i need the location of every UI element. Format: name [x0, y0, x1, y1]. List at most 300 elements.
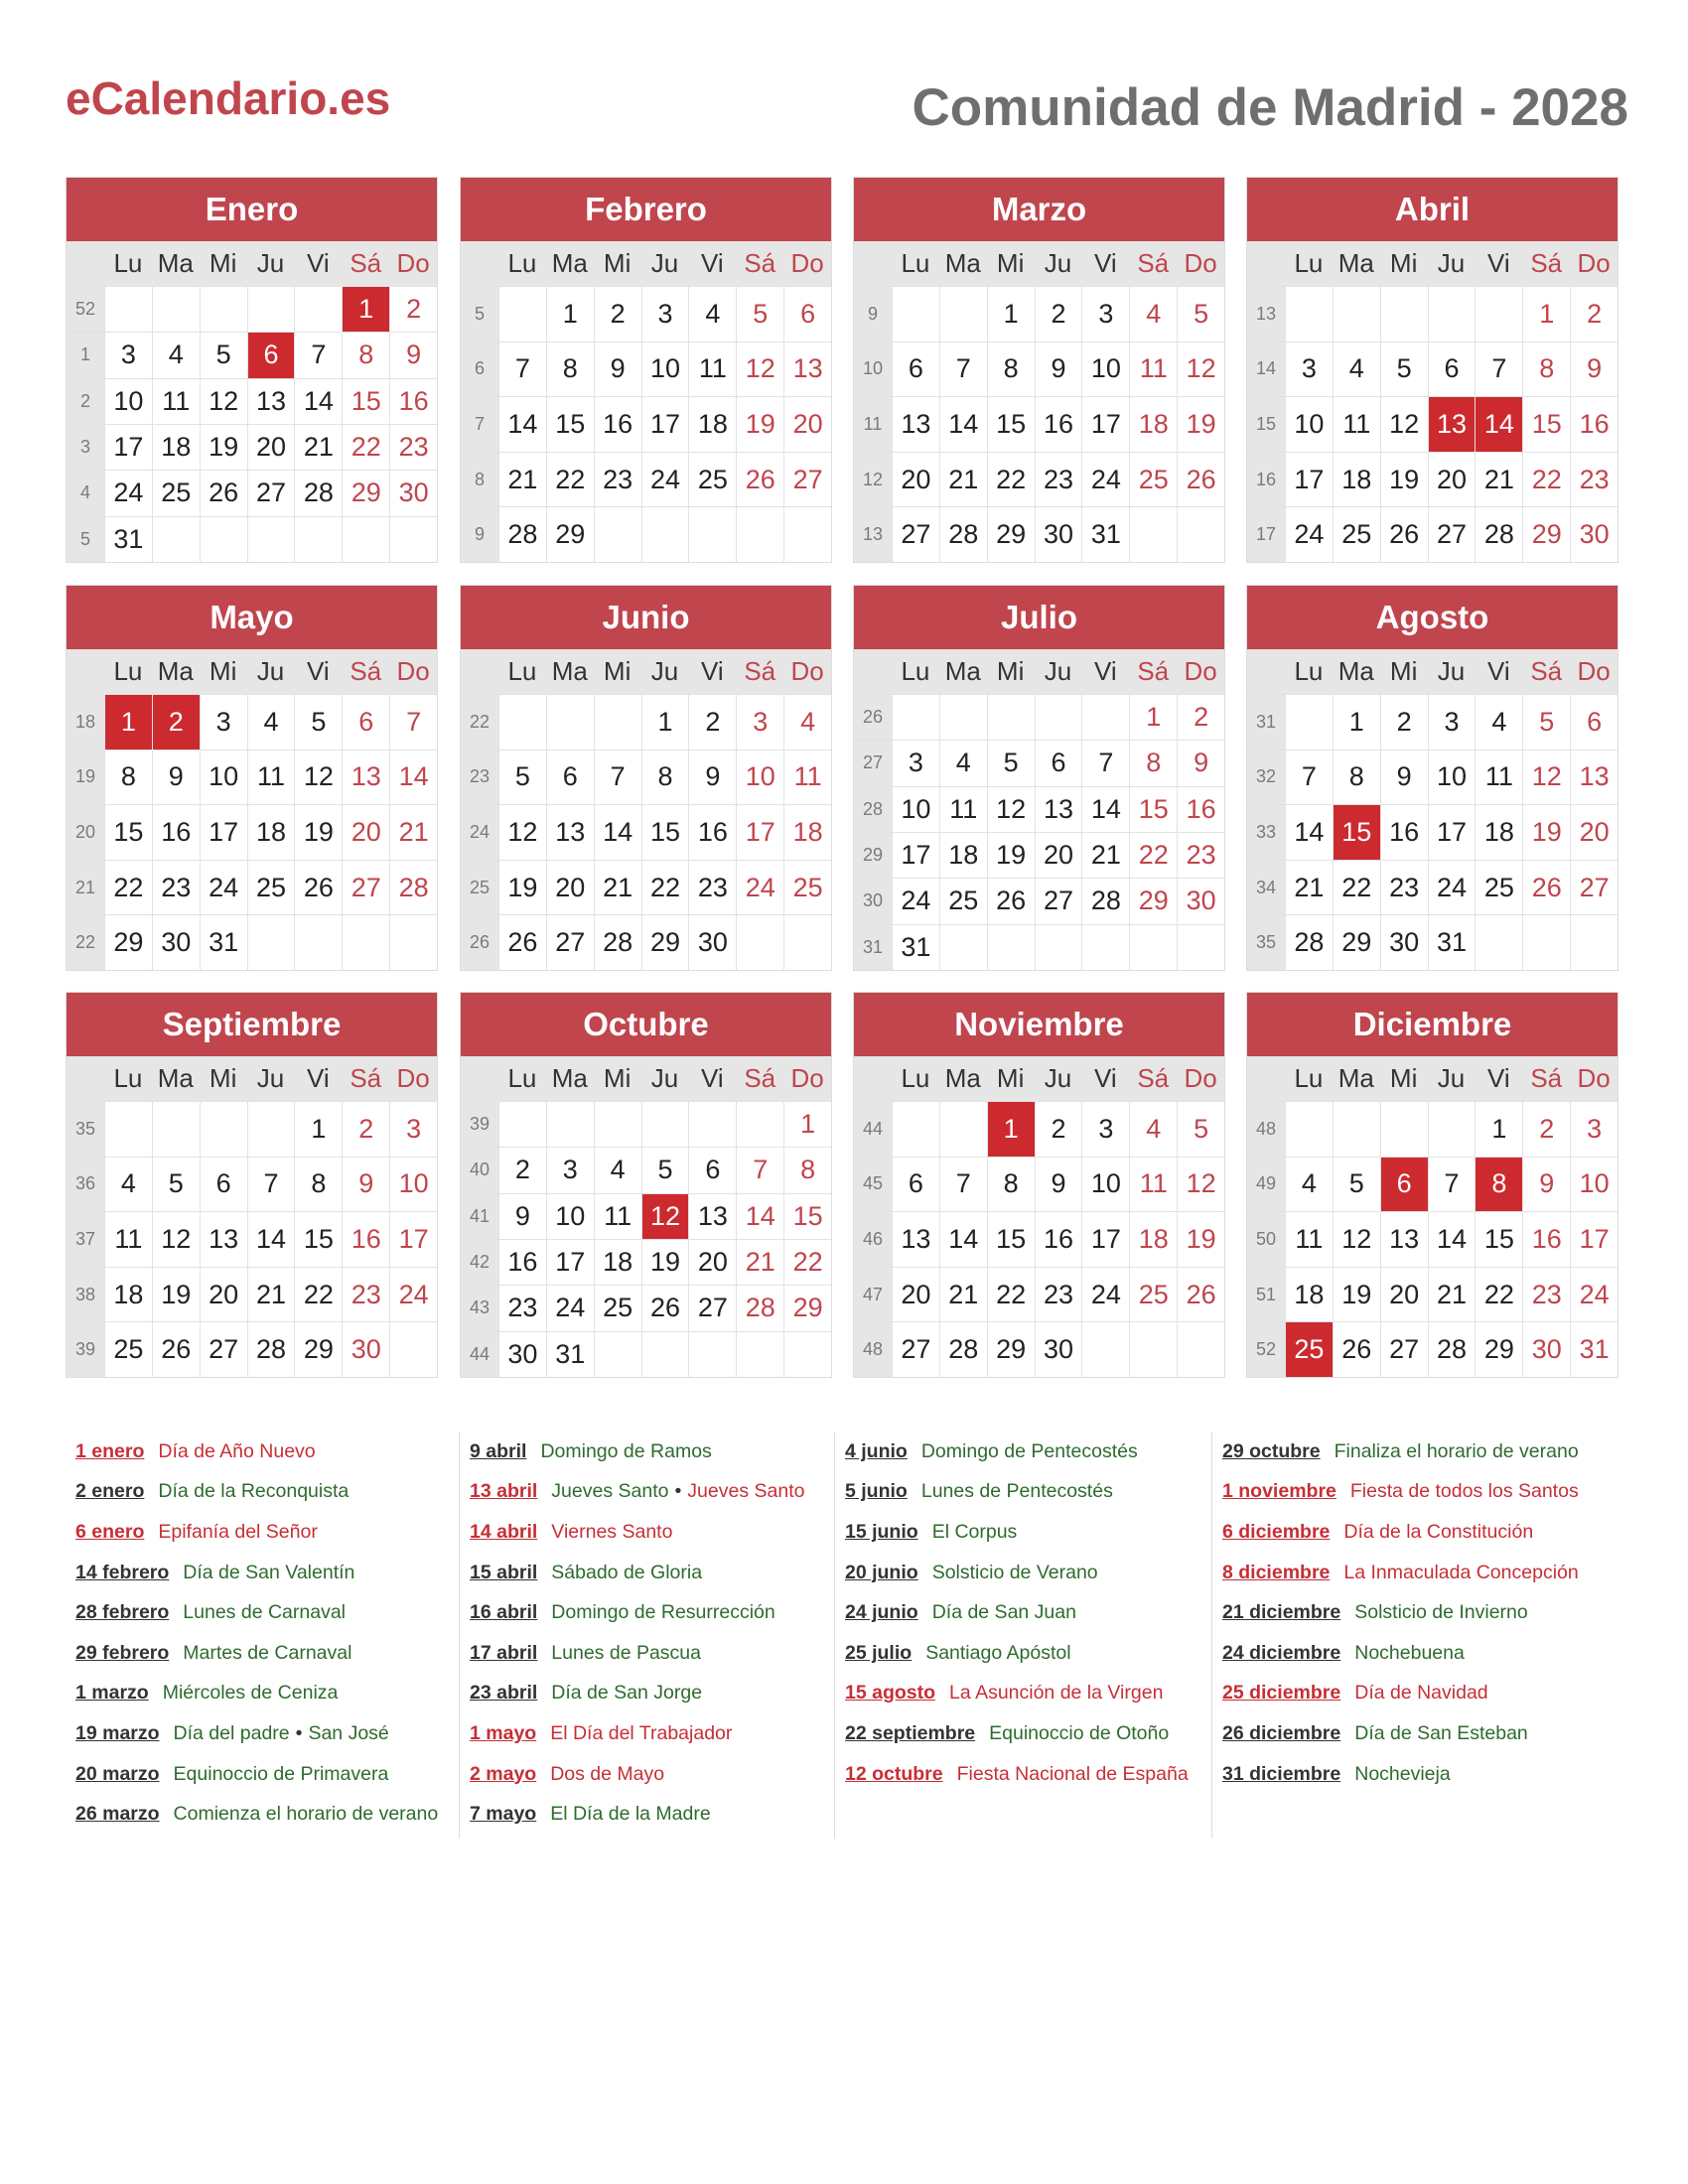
day-cell[interactable]: 30 [1035, 1322, 1082, 1377]
day-cell[interactable]: 7 [1081, 741, 1129, 785]
day-cell[interactable]: 2 [1035, 1102, 1082, 1157]
day-cell[interactable]: 23 [1035, 453, 1082, 507]
day-cell[interactable]: 23 [1035, 1268, 1082, 1322]
day-cell[interactable]: 6 [546, 751, 594, 805]
day-cell[interactable]: 11 [783, 751, 831, 805]
day-cell[interactable]: 8 [342, 333, 389, 377]
day-cell[interactable]: 21 [1081, 833, 1129, 878]
day-cell[interactable]: 26 [200, 471, 247, 515]
day-cell[interactable]: 12 [1333, 1212, 1380, 1267]
day-cell[interactable]: 28 [1428, 1322, 1476, 1377]
day-cell[interactable]: 23 [1522, 1268, 1570, 1322]
day-cell[interactable]: 31 [892, 925, 939, 970]
legend-date[interactable]: 12 octubre [845, 1762, 943, 1785]
day-cell[interactable]: 22 [1522, 453, 1570, 507]
day-cell[interactable]: 29 [783, 1286, 831, 1330]
day-cell[interactable]: 21 [389, 805, 437, 860]
day-cell[interactable]: 12 [1177, 342, 1224, 397]
legend-date[interactable]: 14 abril [470, 1520, 538, 1543]
day-cell[interactable]: 5 [987, 741, 1035, 785]
day-cell[interactable]: 22 [641, 861, 689, 915]
day-cell[interactable]: 5 [1522, 695, 1570, 750]
day-cell[interactable]: 6 [1035, 741, 1082, 785]
day-cell[interactable]: 18 [1129, 397, 1177, 452]
day-cell[interactable]: 13 [1428, 397, 1476, 452]
day-cell[interactable]: 20 [1570, 805, 1618, 860]
legend-date[interactable]: 24 diciembre [1222, 1641, 1341, 1664]
day-cell[interactable]: 19 [498, 861, 546, 915]
day-cell[interactable]: 18 [688, 397, 736, 452]
day-cell[interactable]: 18 [1285, 1268, 1333, 1322]
day-cell[interactable]: 27 [247, 471, 295, 515]
day-cell[interactable]: 4 [1129, 287, 1177, 341]
day-cell[interactable]: 9 [342, 1158, 389, 1212]
day-cell[interactable]: 9 [1177, 741, 1224, 785]
day-cell[interactable]: 6 [342, 695, 389, 750]
day-cell[interactable]: 28 [1081, 879, 1129, 923]
day-cell[interactable]: 1 [987, 287, 1035, 341]
day-cell[interactable]: 18 [1333, 453, 1380, 507]
legend-date[interactable]: 5 junio [845, 1480, 908, 1503]
day-cell[interactable]: 28 [594, 915, 641, 970]
day-cell[interactable]: 23 [1380, 861, 1428, 915]
day-cell[interactable]: 29 [1475, 1322, 1522, 1377]
legend-date[interactable]: 25 diciembre [1222, 1682, 1341, 1705]
day-cell[interactable]: 4 [152, 333, 200, 377]
legend-date[interactable]: 7 mayo [470, 1803, 537, 1826]
day-cell[interactable]: 12 [200, 379, 247, 424]
day-cell[interactable]: 14 [736, 1194, 783, 1239]
day-cell[interactable]: 3 [389, 1102, 437, 1157]
day-cell[interactable]: 5 [641, 1148, 689, 1192]
day-cell[interactable]: 3 [104, 333, 152, 377]
day-cell[interactable]: 1 [987, 1102, 1035, 1157]
day-cell[interactable]: 31 [1081, 507, 1129, 562]
day-cell[interactable]: 24 [1081, 453, 1129, 507]
day-cell[interactable]: 10 [389, 1158, 437, 1212]
day-cell[interactable]: 10 [1081, 1158, 1129, 1212]
day-cell[interactable]: 18 [783, 805, 831, 860]
day-cell[interactable]: 11 [594, 1194, 641, 1239]
day-cell[interactable]: 22 [294, 1268, 342, 1322]
day-cell[interactable]: 18 [1129, 1212, 1177, 1267]
day-cell[interactable]: 17 [1081, 397, 1129, 452]
day-cell[interactable]: 2 [1522, 1102, 1570, 1157]
day-cell[interactable]: 25 [104, 1322, 152, 1377]
day-cell[interactable]: 9 [498, 1194, 546, 1239]
day-cell[interactable]: 18 [247, 805, 295, 860]
day-cell[interactable]: 25 [939, 879, 987, 923]
legend-date[interactable]: 16 abril [470, 1601, 538, 1624]
day-cell[interactable]: 19 [152, 1268, 200, 1322]
day-cell[interactable]: 14 [389, 751, 437, 805]
day-cell[interactable]: 20 [1380, 1268, 1428, 1322]
day-cell[interactable]: 7 [1475, 342, 1522, 397]
day-cell[interactable]: 20 [200, 1268, 247, 1322]
day-cell[interactable]: 24 [1428, 861, 1476, 915]
day-cell[interactable]: 31 [200, 915, 247, 970]
day-cell[interactable]: 15 [104, 805, 152, 860]
day-cell[interactable]: 22 [987, 453, 1035, 507]
day-cell[interactable]: 12 [498, 805, 546, 860]
day-cell[interactable]: 5 [498, 751, 546, 805]
day-cell[interactable]: 10 [1428, 751, 1476, 805]
day-cell[interactable]: 20 [247, 425, 295, 470]
day-cell[interactable]: 10 [1285, 397, 1333, 452]
day-cell[interactable]: 19 [1177, 1212, 1224, 1267]
day-cell[interactable]: 4 [1285, 1158, 1333, 1212]
day-cell[interactable]: 17 [1570, 1212, 1618, 1267]
legend-date[interactable]: 26 marzo [75, 1803, 160, 1826]
day-cell[interactable]: 17 [104, 425, 152, 470]
day-cell[interactable]: 17 [641, 397, 689, 452]
day-cell[interactable]: 29 [987, 507, 1035, 562]
day-cell[interactable]: 3 [736, 695, 783, 750]
day-cell[interactable]: 17 [1428, 805, 1476, 860]
day-cell[interactable]: 4 [594, 1148, 641, 1192]
legend-date[interactable]: 26 diciembre [1222, 1721, 1341, 1744]
day-cell[interactable]: 20 [783, 397, 831, 452]
day-cell[interactable]: 26 [1177, 453, 1224, 507]
day-cell[interactable]: 24 [104, 471, 152, 515]
day-cell[interactable]: 5 [152, 1158, 200, 1212]
day-cell[interactable]: 2 [1035, 287, 1082, 341]
day-cell[interactable]: 29 [1333, 915, 1380, 970]
day-cell[interactable]: 28 [247, 1322, 295, 1377]
legend-date[interactable]: 9 abril [470, 1439, 527, 1462]
day-cell[interactable]: 10 [104, 379, 152, 424]
legend-date[interactable]: 22 septiembre [845, 1721, 976, 1744]
day-cell[interactable]: 8 [783, 1148, 831, 1192]
day-cell[interactable]: 14 [498, 397, 546, 452]
day-cell[interactable]: 29 [641, 915, 689, 970]
day-cell[interactable]: 16 [342, 1212, 389, 1267]
day-cell[interactable]: 6 [892, 1158, 939, 1212]
day-cell[interactable]: 6 [688, 1148, 736, 1192]
day-cell[interactable]: 14 [294, 379, 342, 424]
day-cell[interactable]: 3 [1428, 695, 1476, 750]
day-cell[interactable]: 23 [1177, 833, 1224, 878]
day-cell[interactable]: 1 [1522, 287, 1570, 341]
day-cell[interactable]: 11 [1475, 751, 1522, 805]
day-cell[interactable]: 28 [294, 471, 342, 515]
day-cell[interactable]: 29 [104, 915, 152, 970]
day-cell[interactable]: 15 [546, 397, 594, 452]
day-cell[interactable]: 24 [1570, 1268, 1618, 1322]
day-cell[interactable]: 8 [1129, 741, 1177, 785]
day-cell[interactable]: 2 [1380, 695, 1428, 750]
day-cell[interactable]: 26 [987, 879, 1035, 923]
day-cell[interactable]: 1 [783, 1102, 831, 1147]
day-cell[interactable]: 2 [594, 287, 641, 341]
day-cell[interactable]: 7 [939, 342, 987, 397]
day-cell[interactable]: 9 [1035, 342, 1082, 397]
day-cell[interactable]: 30 [389, 471, 437, 515]
day-cell[interactable]: 22 [546, 453, 594, 507]
day-cell[interactable]: 22 [783, 1240, 831, 1285]
day-cell[interactable]: 14 [1285, 805, 1333, 860]
day-cell[interactable]: 30 [342, 1322, 389, 1377]
day-cell[interactable]: 4 [939, 741, 987, 785]
day-cell[interactable]: 18 [104, 1268, 152, 1322]
legend-date[interactable]: 17 abril [470, 1641, 538, 1664]
legend-date[interactable]: 29 octubre [1222, 1439, 1321, 1462]
legend-date[interactable]: 20 junio [845, 1561, 918, 1583]
day-cell[interactable]: 8 [1522, 342, 1570, 397]
day-cell[interactable]: 17 [200, 805, 247, 860]
day-cell[interactable]: 23 [342, 1268, 389, 1322]
day-cell[interactable]: 26 [1177, 1268, 1224, 1322]
day-cell[interactable]: 15 [1129, 787, 1177, 832]
legend-date[interactable]: 1 noviembre [1222, 1480, 1336, 1503]
day-cell[interactable]: 6 [1570, 695, 1618, 750]
day-cell[interactable]: 27 [1035, 879, 1082, 923]
day-cell[interactable]: 26 [1380, 507, 1428, 562]
day-cell[interactable]: 26 [1522, 861, 1570, 915]
legend-date[interactable]: 28 febrero [75, 1601, 170, 1624]
day-cell[interactable]: 24 [200, 861, 247, 915]
day-cell[interactable]: 10 [200, 751, 247, 805]
day-cell[interactable]: 6 [1428, 342, 1476, 397]
day-cell[interactable]: 1 [546, 287, 594, 341]
day-cell[interactable]: 27 [200, 1322, 247, 1377]
day-cell[interactable]: 12 [152, 1212, 200, 1267]
legend-date[interactable]: 15 agosto [845, 1682, 936, 1705]
day-cell[interactable]: 28 [389, 861, 437, 915]
day-cell[interactable]: 13 [688, 1194, 736, 1239]
day-cell[interactable]: 16 [1035, 397, 1082, 452]
day-cell[interactable]: 2 [688, 695, 736, 750]
day-cell[interactable]: 26 [498, 915, 546, 970]
day-cell[interactable]: 9 [1570, 342, 1618, 397]
day-cell[interactable]: 23 [594, 453, 641, 507]
legend-date[interactable]: 20 marzo [75, 1762, 160, 1785]
day-cell[interactable]: 4 [247, 695, 295, 750]
day-cell[interactable]: 19 [1380, 453, 1428, 507]
day-cell[interactable]: 23 [1570, 453, 1618, 507]
day-cell[interactable]: 17 [1285, 453, 1333, 507]
legend-date[interactable]: 4 junio [845, 1439, 908, 1462]
day-cell[interactable]: 8 [1333, 751, 1380, 805]
day-cell[interactable]: 26 [1333, 1322, 1380, 1377]
day-cell[interactable]: 25 [688, 453, 736, 507]
day-cell[interactable]: 11 [104, 1212, 152, 1267]
day-cell[interactable]: 6 [247, 333, 295, 377]
day-cell[interactable]: 2 [342, 1102, 389, 1157]
day-cell[interactable]: 21 [498, 453, 546, 507]
day-cell[interactable]: 16 [389, 379, 437, 424]
legend-date[interactable]: 6 diciembre [1222, 1520, 1331, 1543]
legend-date[interactable]: 1 enero [75, 1439, 145, 1462]
day-cell[interactable]: 19 [1333, 1268, 1380, 1322]
day-cell[interactable]: 12 [1380, 397, 1428, 452]
day-cell[interactable]: 16 [1570, 397, 1618, 452]
day-cell[interactable]: 31 [1428, 915, 1476, 970]
day-cell[interactable]: 25 [1285, 1322, 1333, 1377]
day-cell[interactable]: 16 [1035, 1212, 1082, 1267]
day-cell[interactable]: 21 [247, 1268, 295, 1322]
day-cell[interactable]: 21 [939, 1268, 987, 1322]
day-cell[interactable]: 10 [736, 751, 783, 805]
day-cell[interactable]: 2 [389, 287, 437, 332]
day-cell[interactable]: 11 [1285, 1212, 1333, 1267]
day-cell[interactable]: 12 [1522, 751, 1570, 805]
legend-date[interactable]: 14 febrero [75, 1561, 170, 1583]
day-cell[interactable]: 25 [1129, 453, 1177, 507]
day-cell[interactable]: 12 [294, 751, 342, 805]
day-cell[interactable]: 21 [594, 861, 641, 915]
day-cell[interactable]: 25 [1333, 507, 1380, 562]
legend-date[interactable]: 31 diciembre [1222, 1762, 1341, 1785]
day-cell[interactable]: 27 [1428, 507, 1476, 562]
day-cell[interactable]: 20 [688, 1240, 736, 1285]
day-cell[interactable]: 3 [1081, 1102, 1129, 1157]
day-cell[interactable]: 15 [987, 1212, 1035, 1267]
day-cell[interactable]: 28 [939, 507, 987, 562]
day-cell[interactable]: 10 [641, 342, 689, 397]
day-cell[interactable]: 14 [1428, 1212, 1476, 1267]
day-cell[interactable]: 19 [200, 425, 247, 470]
day-cell[interactable]: 2 [1177, 695, 1224, 740]
day-cell[interactable]: 15 [294, 1212, 342, 1267]
day-cell[interactable]: 5 [294, 695, 342, 750]
day-cell[interactable]: 9 [389, 333, 437, 377]
day-cell[interactable]: 9 [1380, 751, 1428, 805]
day-cell[interactable]: 6 [200, 1158, 247, 1212]
day-cell[interactable]: 27 [783, 453, 831, 507]
day-cell[interactable]: 20 [1428, 453, 1476, 507]
day-cell[interactable]: 25 [783, 861, 831, 915]
day-cell[interactable]: 24 [1081, 1268, 1129, 1322]
day-cell[interactable]: 21 [1285, 861, 1333, 915]
day-cell[interactable]: 30 [498, 1332, 546, 1377]
day-cell[interactable]: 5 [1177, 1102, 1224, 1157]
day-cell[interactable]: 15 [641, 805, 689, 860]
day-cell[interactable]: 25 [594, 1286, 641, 1330]
day-cell[interactable]: 16 [1380, 805, 1428, 860]
day-cell[interactable]: 24 [1285, 507, 1333, 562]
day-cell[interactable]: 4 [1129, 1102, 1177, 1157]
day-cell[interactable]: 3 [200, 695, 247, 750]
day-cell[interactable]: 18 [939, 833, 987, 878]
day-cell[interactable]: 11 [939, 787, 987, 832]
day-cell[interactable]: 2 [498, 1148, 546, 1192]
day-cell[interactable]: 7 [247, 1158, 295, 1212]
day-cell[interactable]: 13 [783, 342, 831, 397]
day-cell[interactable]: 31 [104, 517, 152, 562]
day-cell[interactable]: 29 [342, 471, 389, 515]
day-cell[interactable]: 30 [1380, 915, 1428, 970]
day-cell[interactable]: 13 [892, 1212, 939, 1267]
day-cell[interactable]: 9 [152, 751, 200, 805]
day-cell[interactable]: 22 [342, 425, 389, 470]
day-cell[interactable]: 7 [594, 751, 641, 805]
day-cell[interactable]: 22 [1475, 1268, 1522, 1322]
day-cell[interactable]: 24 [892, 879, 939, 923]
day-cell[interactable]: 8 [1475, 1158, 1522, 1212]
day-cell[interactable]: 16 [1522, 1212, 1570, 1267]
day-cell[interactable]: 25 [1475, 861, 1522, 915]
day-cell[interactable]: 11 [688, 342, 736, 397]
day-cell[interactable]: 23 [498, 1286, 546, 1330]
day-cell[interactable]: 21 [939, 453, 987, 507]
day-cell[interactable]: 9 [688, 751, 736, 805]
day-cell[interactable]: 13 [200, 1212, 247, 1267]
day-cell[interactable]: 11 [1333, 397, 1380, 452]
day-cell[interactable]: 27 [342, 861, 389, 915]
day-cell[interactable]: 19 [736, 397, 783, 452]
day-cell[interactable]: 11 [247, 751, 295, 805]
legend-date[interactable]: 1 marzo [75, 1682, 149, 1705]
day-cell[interactable]: 28 [1475, 507, 1522, 562]
day-cell[interactable]: 2 [152, 695, 200, 750]
day-cell[interactable]: 6 [1380, 1158, 1428, 1212]
day-cell[interactable]: 15 [1522, 397, 1570, 452]
day-cell[interactable]: 21 [1428, 1268, 1476, 1322]
day-cell[interactable]: 19 [641, 1240, 689, 1285]
day-cell[interactable]: 16 [498, 1240, 546, 1285]
day-cell[interactable]: 29 [987, 1322, 1035, 1377]
day-cell[interactable]: 1 [342, 287, 389, 332]
day-cell[interactable]: 1 [641, 695, 689, 750]
day-cell[interactable]: 25 [152, 471, 200, 515]
legend-date[interactable]: 21 diciembre [1222, 1601, 1341, 1624]
day-cell[interactable]: 22 [987, 1268, 1035, 1322]
day-cell[interactable]: 21 [294, 425, 342, 470]
day-cell[interactable]: 9 [1035, 1158, 1082, 1212]
day-cell[interactable]: 4 [783, 695, 831, 750]
day-cell[interactable]: 7 [389, 695, 437, 750]
day-cell[interactable]: 26 [736, 453, 783, 507]
day-cell[interactable]: 19 [987, 833, 1035, 878]
day-cell[interactable]: 25 [1129, 1268, 1177, 1322]
day-cell[interactable]: 11 [1129, 342, 1177, 397]
legend-date[interactable]: 8 diciembre [1222, 1561, 1331, 1583]
day-cell[interactable]: 21 [1475, 453, 1522, 507]
day-cell[interactable]: 5 [736, 287, 783, 341]
day-cell[interactable]: 4 [688, 287, 736, 341]
day-cell[interactable]: 19 [1177, 397, 1224, 452]
day-cell[interactable]: 9 [1522, 1158, 1570, 1212]
day-cell[interactable]: 27 [892, 1322, 939, 1377]
day-cell[interactable]: 12 [736, 342, 783, 397]
day-cell[interactable]: 11 [1129, 1158, 1177, 1212]
day-cell[interactable]: 15 [1475, 1212, 1522, 1267]
day-cell[interactable]: 12 [987, 787, 1035, 832]
day-cell[interactable]: 19 [294, 805, 342, 860]
day-cell[interactable]: 20 [1035, 833, 1082, 878]
day-cell[interactable]: 14 [594, 805, 641, 860]
day-cell[interactable]: 4 [1333, 342, 1380, 397]
day-cell[interactable]: 24 [546, 1286, 594, 1330]
day-cell[interactable]: 23 [152, 861, 200, 915]
day-cell[interactable]: 27 [546, 915, 594, 970]
day-cell[interactable]: 1 [1333, 695, 1380, 750]
day-cell[interactable]: 8 [104, 751, 152, 805]
day-cell[interactable]: 4 [104, 1158, 152, 1212]
day-cell[interactable]: 17 [546, 1240, 594, 1285]
legend-date[interactable]: 1 mayo [470, 1721, 537, 1744]
legend-date[interactable]: 13 abril [470, 1480, 538, 1503]
day-cell[interactable]: 7 [939, 1158, 987, 1212]
site-brand[interactable]: eCalendario.es [66, 72, 391, 124]
day-cell[interactable]: 30 [1177, 879, 1224, 923]
day-cell[interactable]: 24 [736, 861, 783, 915]
day-cell[interactable]: 23 [389, 425, 437, 470]
day-cell[interactable]: 28 [939, 1322, 987, 1377]
day-cell[interactable]: 16 [152, 805, 200, 860]
day-cell[interactable]: 20 [892, 453, 939, 507]
